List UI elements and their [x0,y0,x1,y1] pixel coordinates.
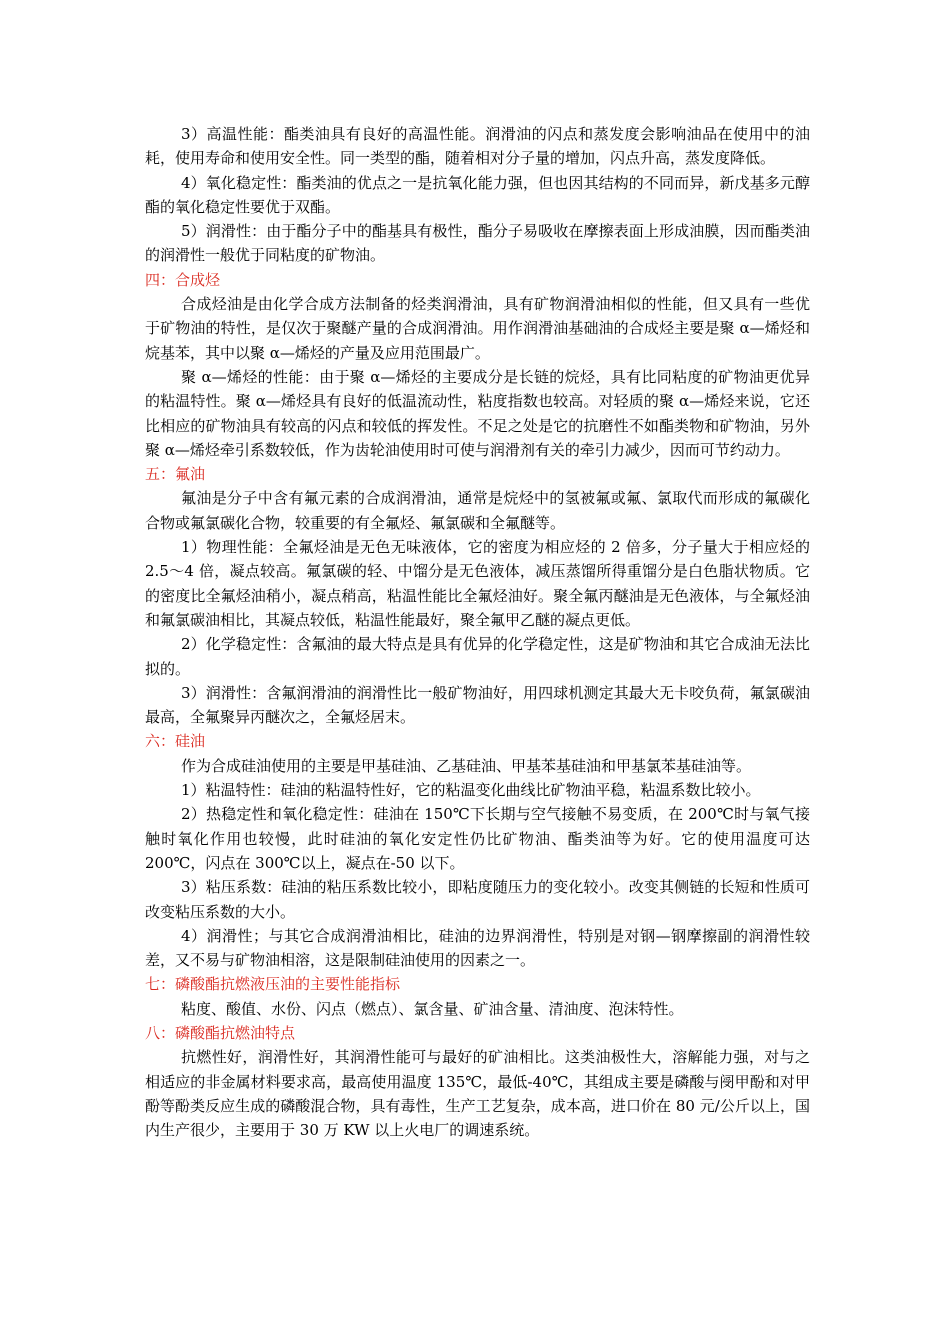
paragraph-chemical-stability: 2）化学稳定性：含氟油的最大特点是具有优异的化学稳定性，这是矿物油和其它合成油无法比拟的。 [145,635,810,678]
paragraph-oxidation-stability: 4）氧化稳定性：酯类油的优点之一是抗氧化能力强，但也因其结构的不同而异，新戊基多元醇酯的氧化稳定性要优于双酯。 [145,173,810,216]
paragraph-phosphate-ester-features: 抗燃性好，润滑性好，其润滑性能可与最好的矿油相比。这类油极性大，溶解能力强，对与之相适应的非金属材料要求高，最高使用温度 135℃，最低-40℃，其组成主要是磷酸与阌甲酚和对甲酚等酚类反应生成的磷酸混合物，具有毒性，生产工艺复杂，成本高，进口价在 80 元/公斤以上，国内生产很少，主要用于 30 万 KW 以上火电厂的调速系统。 [145,1048,810,1140]
section-heading-phosphate-ester-indicators: 七：磷酸酯抗燃液压油的主要性能指标 [145,975,401,994]
paragraph-lubricity-silicone: 4）润滑性；与其它合成润滑油相比，硅油的边界润滑性，特别是对钢—钢摩擦副的润滑性较差，又不易与矿物油相溶，这是限制硅油使用的因素之一。 [145,926,810,970]
document-body [145,122,810,1142]
paragraph-silicone-oil-intro: 作为合成硅油使用的主要是甲基硅油、乙基硅油、甲基苯基硅油和甲基氯苯基硅油等。 [181,756,752,775]
paragraph-fluorinated-oil-intro: 氟油是分子中含有氟元素的合成润滑油，通常是烷烃中的氢被氟或氟、氯取代而形成的氟碳化合物或氟氯碳化合物，较重要的有全氟烃、氟氯碳和全氟醚等。 [145,489,810,532]
paragraph-synthetic-hydrocarbon-intro: 合成烃油是由化学合成方法制备的烃类润滑油，具有矿物润滑油相似的性能，但又具有一些优于矿物油的特性，是仅次于聚醚产量的合成润滑油。用作润滑油基础油的合成烃主要是聚 α—烯烃和烷基苯，其中以聚 α—烯烃的产量及应用范围最广。 [145,295,810,362]
section-heading-synthetic-hydrocarbon: 四：合成烃 [145,270,221,289]
paragraph-physical-properties: 1）物理性能：全氟烃油是无色无味液体，它的密度为相应烃的 2 倍多，分子量大于相应烃的 2.5～4 倍，凝点较高。氟氯碳的轻、中馏分是无色液体，减压蒸馏所得重馏分是白色脂状物质。它的密度比全氟烃油稍小，凝点稍高，粘温性能比全氟烃油好。聚全氟丙醚油是无色液体，与全氟烃油和氟氯碳油相比，其凝点较低，粘温性能最好，聚全氟甲乙醚的凝点更低。 [145,538,810,629]
section-heading-phosphate-ester-features: 八：磷酸酯抗燃油特点 [145,1023,296,1042]
paragraph-viscosity-pressure: 3）粘压系数：硅油的粘压系数比较小，即粘度随压力的变化较小。改变其侧链的长短和性质可改变粘压系数的大小。 [145,878,810,921]
section-heading-silicone-oil: 六：硅油 [145,732,206,751]
paragraph-thermal-oxidation-stability: 2）热稳定性和氧化稳定性：硅油在 150℃下长期与空气接触不易变质，在 200℃时与氧气接触时氧化作用也较慢，此时硅油的氧化安定性仍比矿物油、酯类油等为好。它的使用温度可达 200℃，闪点在 300℃以上，凝点在-50 以下。 [145,805,810,872]
paragraph-pao-performance: 聚 α—烯烃的性能：由于聚 α—烯烃的主要成分是长链的烷烃，具有比同粘度的矿物油更优异的粘温特性。聚 α—烯烃具有良好的低温流动性，粘度指数也较高。对轻质的聚 α—烯烃来说，它还比相应的矿物油具有较高的闪点和较低的挥发性。不足之处是它的抗磨性不如酯类物和矿物油，另外聚 α—烯烃牵引系数较低，作为齿轮油使用时可使与润滑剂有关的牵引力减少，因而可节约动力。 [145,367,810,459]
section-heading-fluorinated-oil: 五：氟油 [145,465,206,484]
paragraph-performance-indicators: 粘度、酸值、水份、闪点（燃点）、氯含量、矿油含量、清油度、泡沫特性。 [181,999,684,1018]
paragraph-viscosity-temperature: 1）粘温特性：硅油的粘温特性好，它的粘温变化曲线比矿物油平稳，粘温系数比较小。 [181,781,761,800]
paragraph-lubricity-fluorinated: 3）润滑性：含氟润滑油的润滑性比一般矿物油好，用四球机测定其最大无卡咬负荷，氟氯碳油最高，全氟聚异丙醚次之，全氟烃居末。 [145,683,810,727]
paragraph-lubricity-ester: 5）润滑性：由于酯分子中的酯基具有极性，酯分子易吸收在摩擦表面上形成油膜，因而酯类油的润滑性一般优于同粘度的矿物油。 [145,222,810,265]
paragraph-high-temp-performance: 3）高温性能：酯类油具有良好的高温性能。润滑油的闪点和蒸发度会影响油品在使用中的油耗，使用寿命和使用安全性。同一类型的酯，随着相对分子量的增加，闪点升高，蒸发度降低。 [145,125,810,168]
